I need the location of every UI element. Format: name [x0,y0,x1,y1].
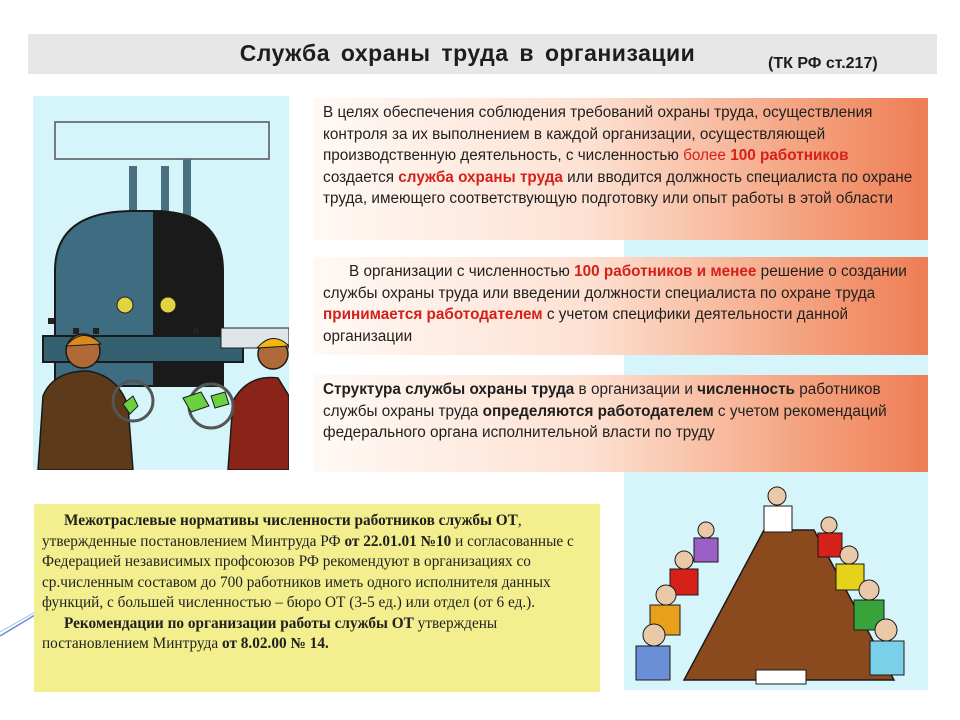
workers-tank-illustration [33,96,289,470]
info-box-1: В целях обеспечения соблюдения требований охраны труда, осуществления контроля за их выполнением в каждой организации, осуществляющей производственную деятельность, с численностью более 100 работников создается служба охраны труда или вводится должность специалиста по охране труда, имеющего соответствующую подготовку или опыт работы в этой области [313,98,928,240]
info-box-3: Структура службы охраны труда в организации и численность работников службы охраны труда определяются работодателем с учетом рекомендаций федерального органа исполнительной власти по труду [313,375,928,472]
law-reference: (ТК РФ ст.217) [768,55,878,72]
norms-box: Межотраслевые нормативы численности работников службы ОТ, утвержденные постановлением Минтруда РФ от 22.01.01 №10 и согласованные с Федерацией независимых профсоюзов РФ рекомендуют в организациях со ср.численным составом до 700 работников иметь одного исполнителя данных функций, с большей численностью – бюро ОТ (3-5 ед.) или отдел (от 6 ед.). Рекомендации по организации работы службы ОТ утверждены постановлением Минтруда от 8.02.00 № 14. [34,504,600,692]
info-box-2: В организации с численностью 100 работников и менее решение о создании службы охраны труда или введении должности специалиста по охране труда принимается работодателем с учетом специфики деятельности данной организации [313,257,928,355]
slide-title: Служба охраны труда в организации [239,40,696,66]
meeting-table-illustration [624,470,928,690]
